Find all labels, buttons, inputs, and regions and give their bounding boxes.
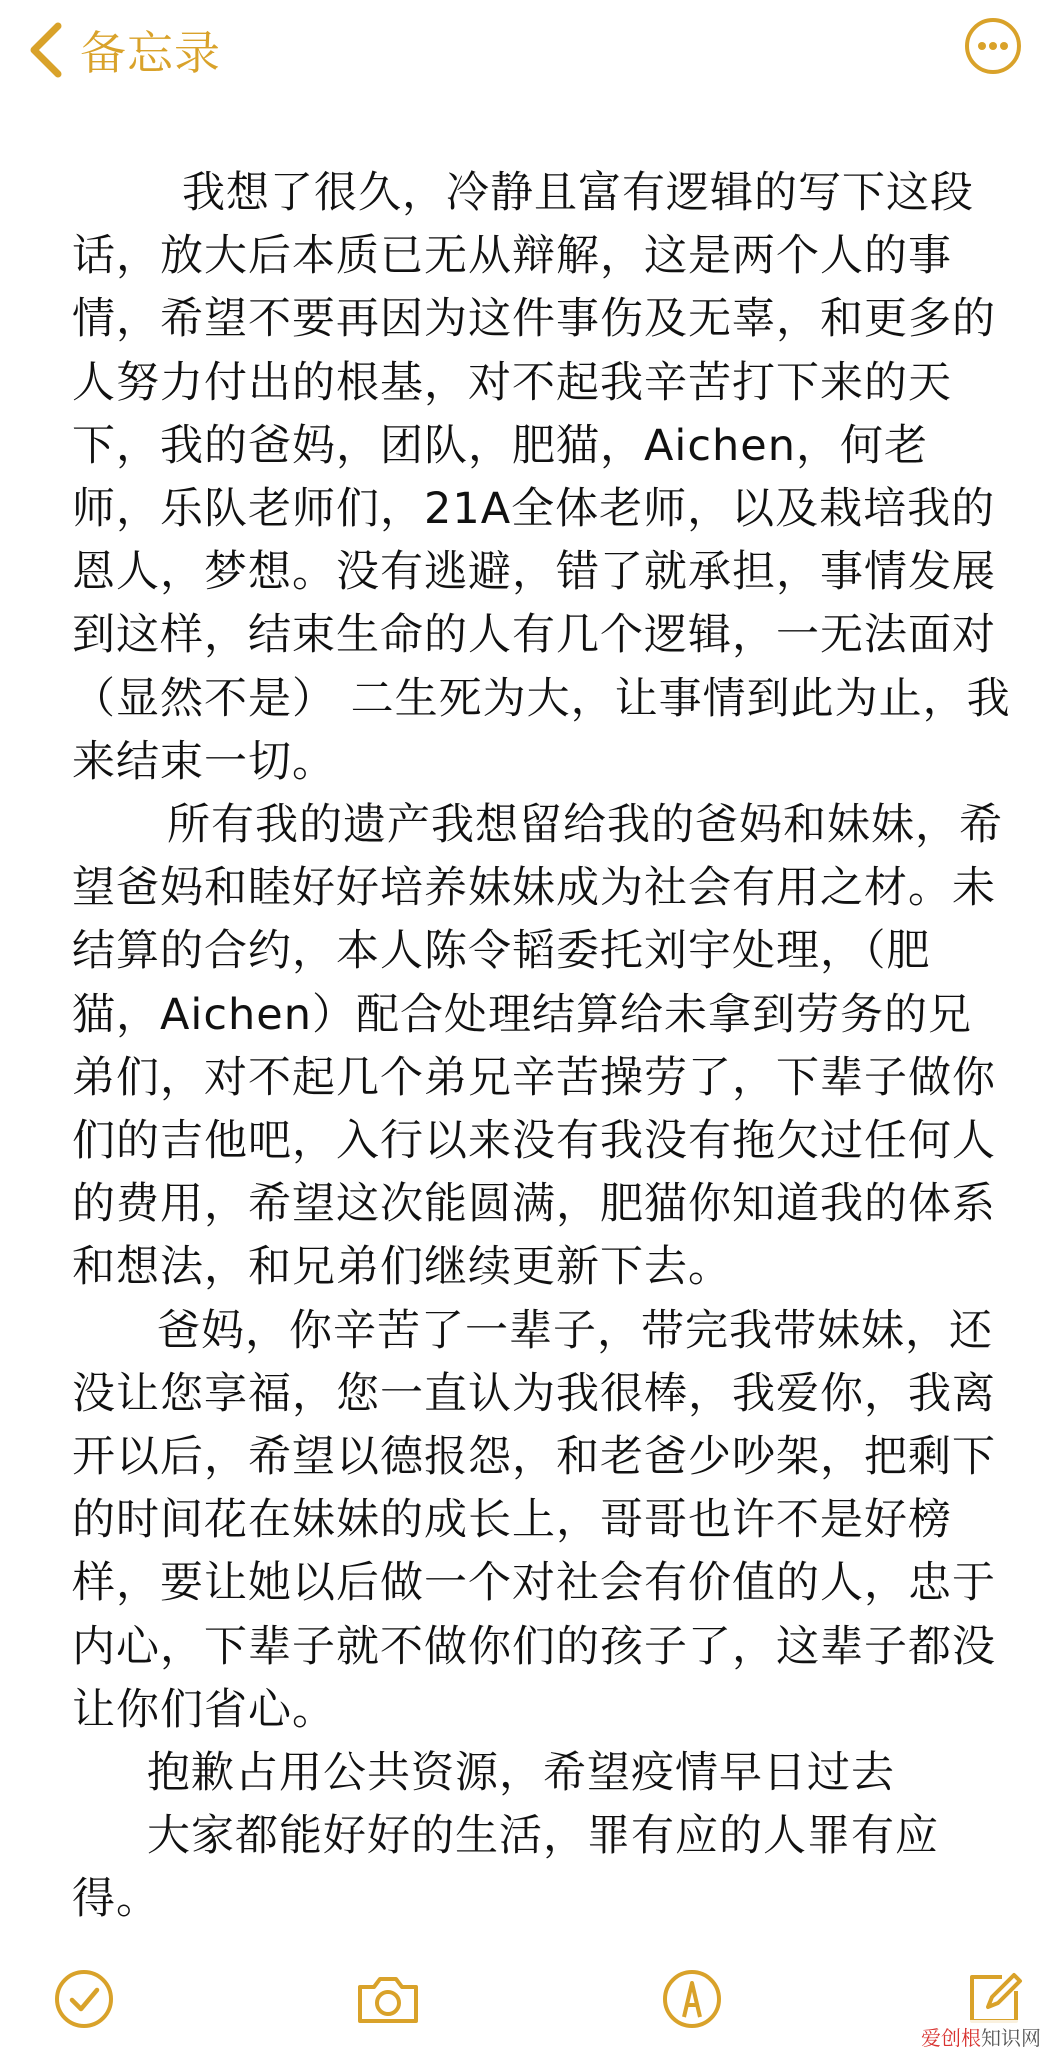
markup-pen-icon [660, 1967, 724, 2031]
ellipsis-circle-icon [963, 16, 1023, 76]
chevron-left-icon [26, 20, 66, 80]
note-paragraph: 所有我的遗产我想留给我的爸妈和妹妹，希望爸妈和睦好好培养妹妹成为社会有用之材。未结算的合约，本人陈令韬委托刘宇处理，（肥猫，Aichen）配合处理结算给未拿到劳务的兄弟们，对不起几个弟兄辛苦操劳了，下辈子做你们的吉他吧，入行以来没有我没有拖欠过任何人的费用，希望这次能圆满，肥猫你知道我的体系和想法，和兄弟们继续更新下去。 [72, 800, 1003, 1293]
note-body[interactable] [72, 162, 1012, 1967]
bottom-toolbar [0, 1947, 1055, 2057]
watermark [915, 2020, 1047, 2053]
note-paragraph: 大家都能好好的生活，罪有应的人罪有应得。 [72, 1811, 939, 1925]
checklist-icon [52, 1967, 116, 2031]
more-button[interactable] [963, 16, 1023, 76]
note-paragraph: 我想了很久，冷静且富有逻辑的写下这段话，放大后本质已无从辩解，这是两个人的事情，希望不要再因为这件事伤及无辜，和更多的人努力付出的根基，对不起我辛苦打下来的天下，我的爸妈，团队，肥猫，Aichen，何老师，乐队老师们，21A全体老师，以及栽培我的恩人，梦想。没有逃避，错了就承担，事情发展到这样，结束生命的人有几个逻辑，一无法面对（显然不是） 二生死为大，让事情到此为止，我来结束一切。 [72, 168, 1011, 787]
back-label: 备忘录 [80, 26, 221, 80]
checklist-button[interactable] [52, 1967, 116, 2031]
watermark-red: 爱创根 [921, 2026, 981, 2050]
markup-button[interactable] [660, 1967, 724, 2031]
navigation-bar [0, 0, 1055, 110]
camera-icon [352, 1967, 424, 2031]
note-paragraph: 抱歉占用公共资源，希望疫情早日过去 [147, 1748, 895, 1799]
back-button[interactable] [26, 14, 221, 86]
camera-button[interactable] [352, 1967, 424, 2031]
note-paragraph: 爸妈，你辛苦了一辈子，带完我带妹妹，还没让您享福，您一直认为我很棒，我爱你，我离开以后，希望以德报怨，和老爸少吵架，把剩下的时间花在妹妹的成长上，哥哥也许不是好榜样，要让她以后做一个对社会有价值的人，忠于内心，下辈子就不做你们的孩子了，这辈子都没让你们省心。 [72, 1305, 996, 1735]
watermark-gray: 知识网 [981, 2026, 1041, 2050]
